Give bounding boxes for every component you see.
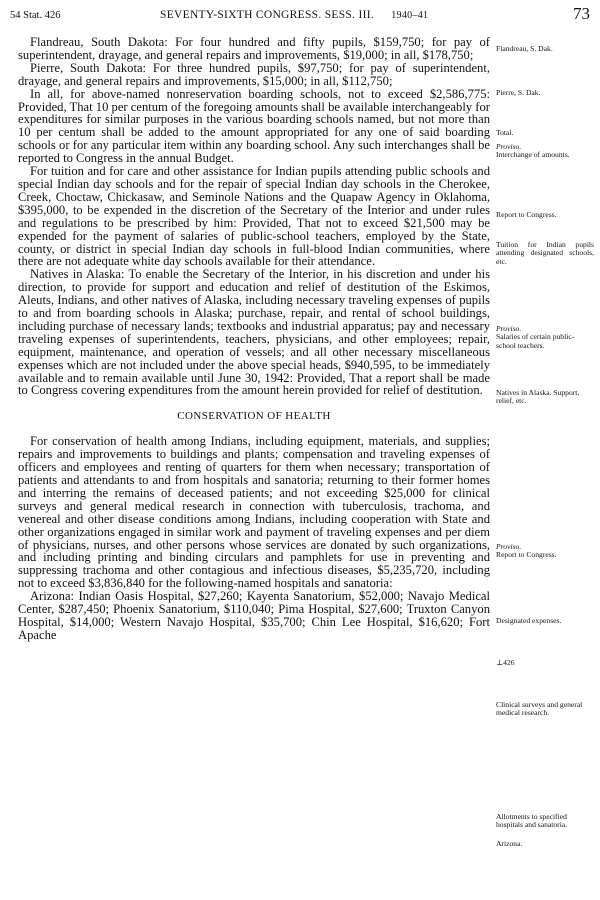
margin-note: Clinical surveys and general medical research.	[496, 700, 583, 718]
congress-title: SEVENTY-SIXTH CONGRESS.	[160, 9, 322, 21]
session-years: 1940–41	[391, 10, 429, 21]
margin-note: Flandreau, S. Dak.	[496, 44, 553, 53]
session-label: SESS. III.	[324, 9, 375, 21]
margin-note: Proviso. Interchange of amounts.	[496, 142, 570, 160]
paragraph-arizona-hospitals: Arizona: Indian Oasis Hospital, $27,260; Kayenta Sanatorium, $52,000; Navajo Medical Center, $287,450; Phoenix Sanatorium, $110,040; Pima Hospital, $27,600; Truxton Canyon Hospital, $14,000; Western Navajo Hospital, $35,700; Chin Lee Hospital, $16,620; Fort Apache	[18, 589, 490, 642]
margin-note: Proviso. Salaries of certain public-school teachers.	[496, 324, 575, 350]
section-heading: CONSERVATION OF HEALTH	[177, 410, 331, 423]
margin-note: Tuition for Indian pupils attending designated schools, etc.	[496, 240, 594, 266]
paragraph-pierre: Pierre, South Dakota: For three hundred pupils, $97,750; for pay of superintendent, drayage, and general repairs and improvements, $15,000; in all, $112,750;	[18, 60, 490, 88]
margin-note: Designated expenses.	[496, 616, 562, 625]
margin-note: Total.	[496, 128, 514, 137]
margin-note: Arizona.	[496, 839, 523, 848]
paragraph-conservation-of-health: For conservation of health among Indians, including equipment, materials, and supplies; repairs and improvements to buildings and plants; compensation and traveling expenses of officers and employees and renting of quarters for them when necessary; transportation of patients and attendants to and from hospitals and sanatoria; returning to their former homes and interring the remains of deceased patients; and not exceeding $25,000 for clinical surveys and general medical research in connection with tuberculosis, trachoma, and venereal and other disease conditions among Indians, including cooperation with State and other organizations engaged in similar work and payment of traveling expenses and per diem of physicians, nurses, and other persons whose services are donated by such organizations, and including printing and binding circulars and pamphlets for use in preventing and suppressing trachoma and other contagious and infectious diseases, $5,235,720, including not to exceed $3,836,840 for the following-named hospitals and sanatoria:	[18, 434, 490, 591]
margin-note: ⊥426	[496, 658, 515, 667]
margin-note: Allotments to specified hospitals and sanatoria.	[496, 812, 568, 830]
margin-note: Proviso. Report to Congress.	[496, 542, 557, 560]
paragraph-flandreau: Flandreau, South Dakota: For four hundred and fifty pupils, $159,750; for pay of superintendent, drayage, and general repairs and improvements, $19,000; in all, $178,750;	[18, 35, 490, 62]
main-text	[18, 36, 490, 642]
statute-citation: 54 Stat. 426	[10, 10, 61, 21]
paragraph-tuition-indian-pupils: For tuition and for care and other assistance for Indian pupils attending public schools and special Indian day schools and for the repair of special Indian day schools in the Cherokee, Creek, Choctaw, Chickasaw, and Seminole Nations and the Quapaw Agency in Oklahoma, $395,000, to be expended in the discretion of the Secretary of the Interior and under rules and regulations to be prescribed by him: Provided, That not to exceed $21,500 may be expended for the payment of salaries of public-school teachers, employed by the State, county, or district in special Indian day schools in full-blood Indian communities, where there are not adequate white day schools available for their attendance.	[18, 164, 490, 269]
paragraph-total-boarding-schools: In all, for above-named nonreservation boarding schools, not to exceed $2,586,775: Provided, That 10 per centum of the foregoing amounts shall be available interchangeably for expenditures for similar purposes in the various boarding schools named, but not more than 10 per centum shall be added to the amount appropriated for any one of said boarding schools or for any particular item within any boarding school. Any such interchanges shall be reported to Congress in the annual Budget.	[18, 86, 490, 166]
paragraph-natives-in-alaska: Natives in Alaska: To enable the Secretary of the Interior, in his discretion and under his direction, to provide for support and education and relief of destitution of the Eskimos, Aleuts, Indians, and other natives of Alaska, including necessary traveling expenses of pupils to and from boarding schools in Alaska; purchase, repair, and rental of school buildings, including purchase of necessary lands; textbooks and industrial apparatus; pay and necessary traveling expenses of superintendents, teachers, physicians, and other employees; repair, equipment, maintenance, and operation of vessels; and all other necessary miscellaneous expenses which are not included under the above special heads, $940,595, to be immediately available and to remain available until June 30, 1942: Provided, That a report shall be made to Congress covering expenditures from the amount herein provided for relief of destitution.	[18, 267, 490, 398]
page-header	[10, 4, 590, 24]
margin-note: Report to Congress.	[496, 210, 557, 219]
margin-note: Natives in Alaska. Support, relief, etc.	[496, 388, 580, 406]
page-number: 73	[573, 4, 590, 23]
margin-note: Pierre, S. Dak.	[496, 88, 541, 97]
running-head	[160, 9, 428, 21]
